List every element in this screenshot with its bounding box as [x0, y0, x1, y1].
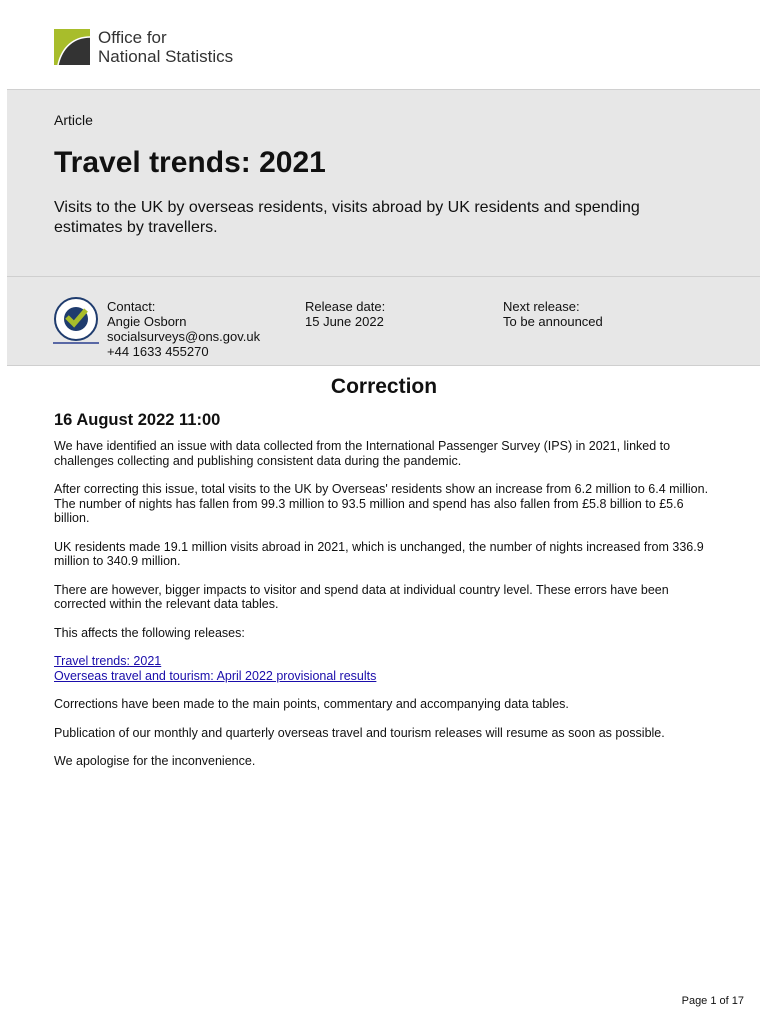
national-statistics-badge-icon: [53, 297, 99, 345]
header-banner: [7, 89, 760, 276]
correction-section: [54, 375, 714, 783]
release-date-label: Release date:: [305, 299, 386, 314]
contact-email[interactable]: socialsurveys@ons.gov.uk: [107, 329, 261, 344]
logo-line2: National Statistics: [98, 47, 234, 66]
paragraph: We apologise for the inconvenience.: [54, 754, 256, 768]
correction-date: 16 August 2022 11:00: [54, 410, 221, 429]
paragraph: There are however, bigger impacts to visitor and spend data at individual country level. These errors have been corrected within the relevant data tables.: [54, 582, 669, 611]
paragraph: Corrections have been made to the main points, commentary and accompanying data tables.: [54, 697, 569, 711]
ons-logo: [54, 28, 233, 66]
link-overseas-travel-april-2022[interactable]: Overseas travel and tourism: April 2022 provisional results: [54, 668, 377, 683]
paragraph: This affects the following releases:: [54, 625, 245, 640]
correction-heading: Correction: [330, 375, 438, 398]
article-type: Article: [54, 112, 93, 128]
link-travel-trends-2021[interactable]: Travel trends: 2021: [54, 654, 162, 668]
release-meta: [7, 276, 760, 366]
release-date: 15 June 2022: [305, 314, 384, 329]
paragraph: After correcting this issue, total visits to the UK by Overseas' residents show an increase from 6.2 million to 6.4 million. The number of nights has fallen from 99.3 million to 93.5 million and spend has also fallen from £5.8 billion to £5.6 billion.: [54, 482, 709, 525]
paragraph: UK residents made 19.1 million visits abroad in 2021, which is unchanged, the number of nights increased from 336.9 million to 340.9 million.: [54, 539, 704, 568]
paragraph: We have identified an issue with data collected from the International Passenger Survey (IPS) in 2021, linked to challenges collecting and publishing consistent data during the pandemic.: [54, 439, 671, 468]
contact-label: Contact:: [107, 299, 156, 314]
paragraph: Publication of our monthly and quarterly overseas travel and tourism releases will resume as soon as possible.: [54, 725, 665, 740]
next-release-label: Next release:: [503, 299, 580, 314]
page-number: Page 1 of 17: [681, 995, 744, 1007]
logo-line1: Office for: [98, 28, 167, 47]
page-title: Travel trends: 2021: [54, 146, 326, 179]
ons-logo-icon: [54, 29, 90, 65]
contact-phone: +44 1633 455270: [107, 344, 209, 359]
contact-name: Angie Osborn: [107, 314, 187, 329]
next-release-value: To be announced: [503, 314, 603, 329]
page-subtitle: Visits to the UK by overseas residents, visits abroad by UK residents and spending estimates by travellers.: [54, 199, 640, 236]
